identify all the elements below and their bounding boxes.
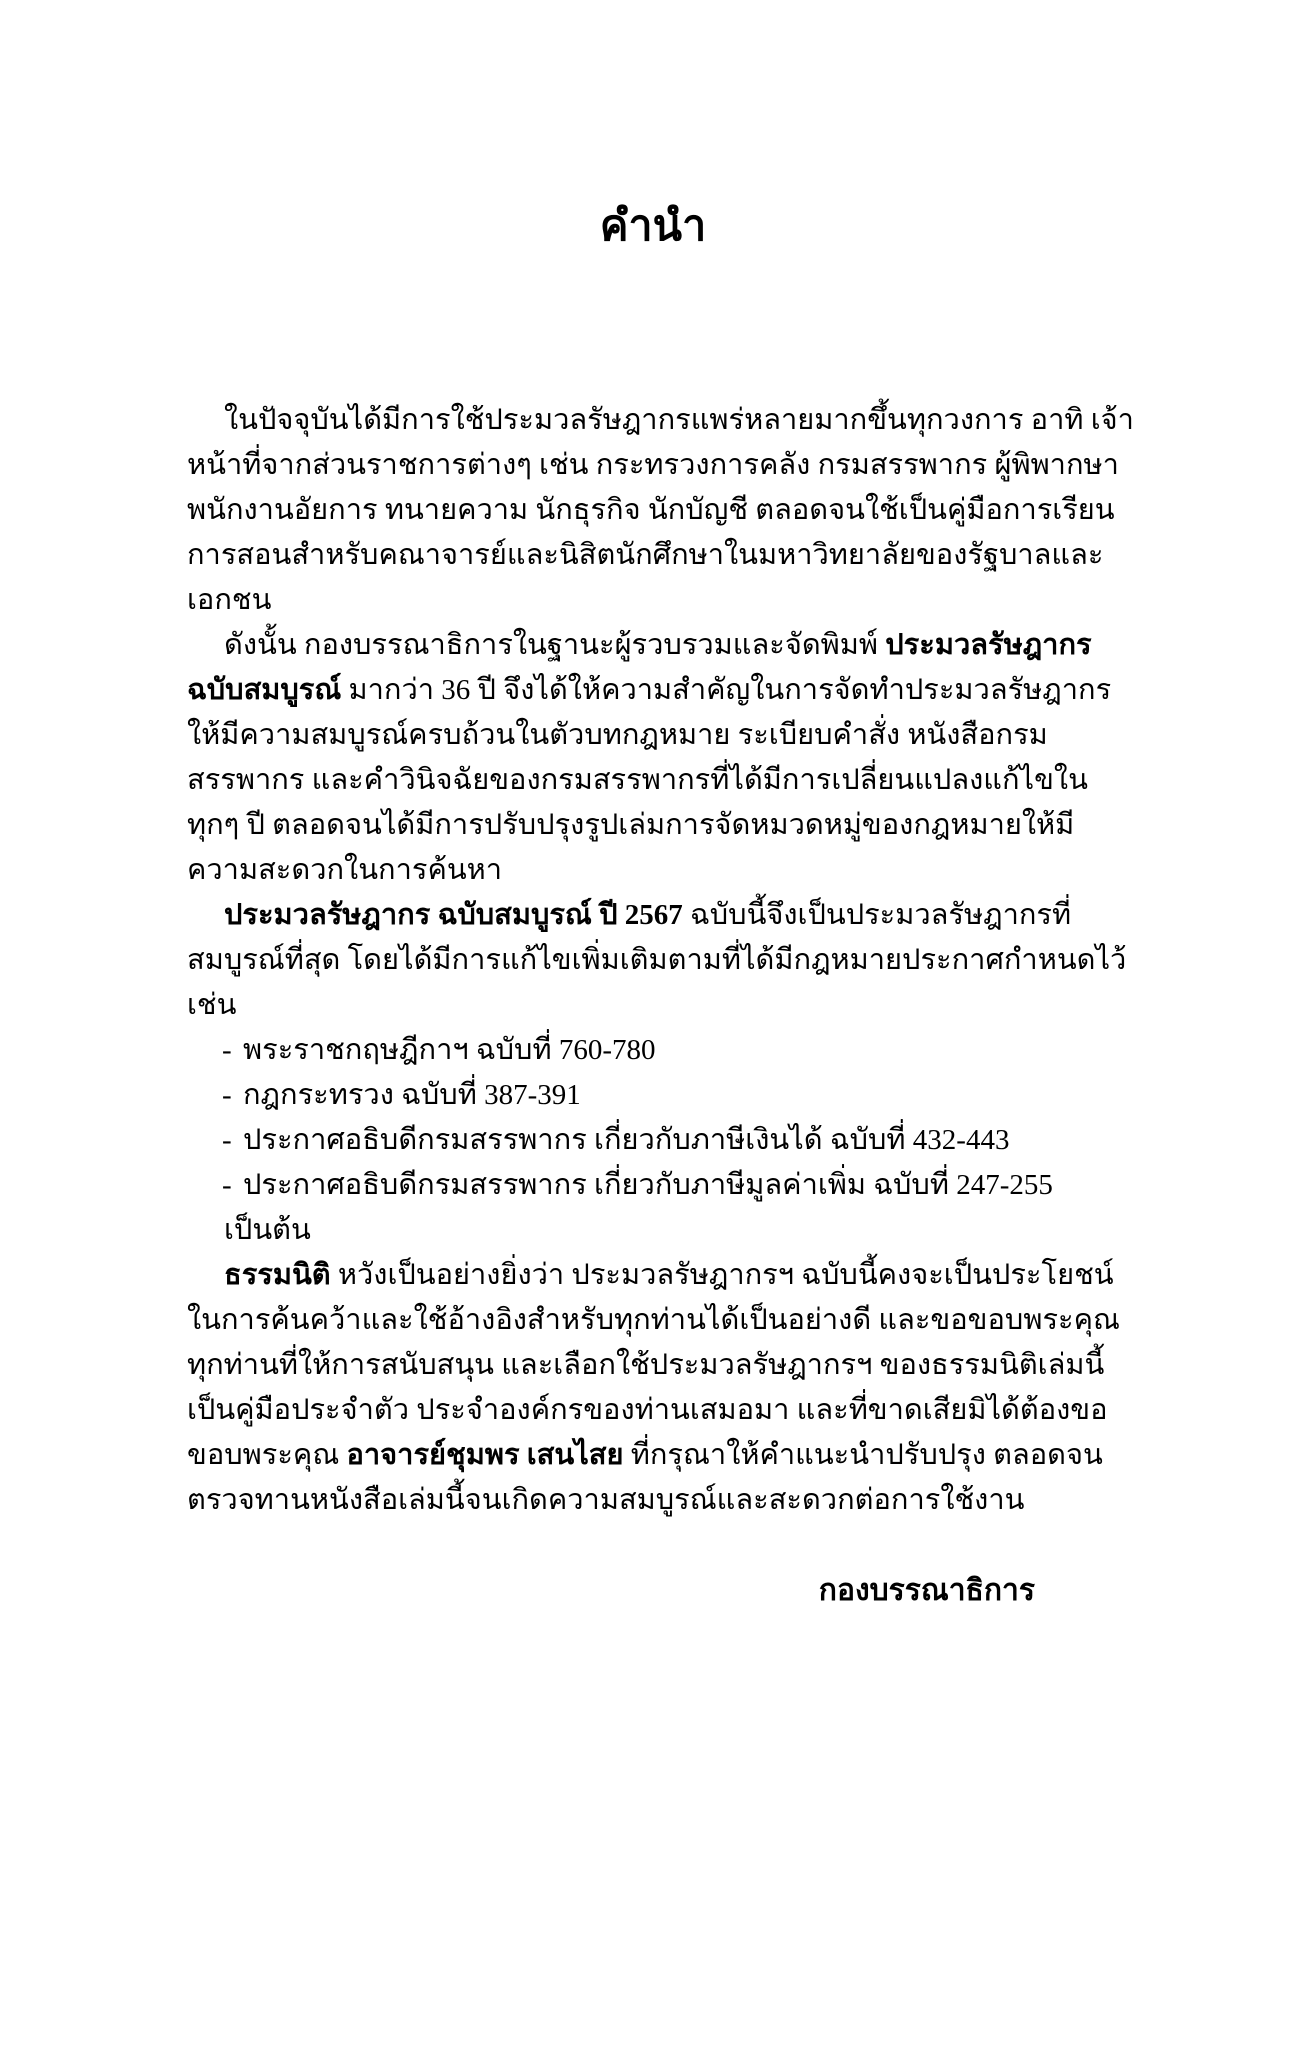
text-run: ฉบับนี้จึงเป็นประมวลรัษฎากรที่สมบูรณ์ที่สุด โดยได้มีการแก้ไขเพิ่มเติมตามที่ได้มีกฎหมายประกาศกำหนดไว้ เช่น	[187, 899, 1127, 1021]
bullet-dash: -	[222, 1079, 232, 1111]
paragraph-editorial	[187, 623, 1135, 893]
text-run: ที่กรุณาให้คำแนะนำปรับปรุง ตลอดจนตรวจทานหนังสือเล่มนี้จนเกิดความสมบูรณ์และสะดวกต่อการใช้งาน	[187, 1439, 1103, 1516]
paragraph-intro	[187, 398, 1135, 623]
signature-editorial-board: กองบรรณาธิการ	[818, 1574, 1035, 1607]
bullet-dash: -	[222, 1034, 232, 1066]
list-item-ministerial-regulation	[222, 1073, 1135, 1118]
list-item-text: ประกาศอธิบดีกรมสรรพากร เกี่ยวกับภาษีมูลค่าเพิ่ม ฉบับที่ 247-255	[243, 1169, 1053, 1201]
text-run: ในปัจจุบันได้มีการใช้ประมวลรัษฎากรแพร่หลายมากขึ้นทุกวงการ อาทิ เจ้าหน้าที่จากส่วนราชการต่างๆ เช่น กระทรวงการคลัง กรมสรรพากร ผู้พิพากษา พนักงานอัยการ ทนายความ นักธุรกิจ นักบัญชี ตลอดจนใช้เป็นคู่มือการเรียนการสอนสำหรับคณาจารย์และนิสิตนักศึกษาในมหาวิทยาลัยของรัฐบาลและเอกชน	[187, 404, 1134, 616]
text-run: ดังนั้น กองบรรณาธิการในฐานะผู้รวบรวมและจัดพิมพ์	[224, 629, 886, 661]
list-closing	[224, 1208, 1135, 1253]
list-item-text: พระราชกฤษฎีกาฯ ฉบับที่ 760-780	[243, 1034, 656, 1066]
bullet-dash: -	[222, 1124, 232, 1156]
list-item-text: ประกาศอธิบดีกรมสรรพากร เกี่ยวกับภาษีเงินได้ ฉบับที่ 432-443	[243, 1124, 1010, 1156]
text-run: หวังเป็นอย่างยิ่งว่า ประมวลรัษฎากรฯ ฉบับนี้คงจะเป็นประโยชน์ในการค้นคว้าและใช้อ้างอิงสำหรับทุกท่านได้เป็นอย่างดี และขอขอบพระคุณทุกท่านที่ให้การสนับสนุน และเลือกใช้ประมวลรัษฎากรฯ ของธรรมนิติเล่มนี้เป็นคู่มือประจำตัว ประจำองค์กรของท่านเสมอมา และที่ขาดเสียมิได้ต้องขอขอบพระคุณ	[187, 1259, 1120, 1471]
list-item-income-tax-notification	[222, 1118, 1135, 1163]
text-run-bold: ประมวลรัษฎากร ฉบับสมบูรณ์ ปี 2567	[224, 899, 683, 931]
bullet-dash: -	[222, 1169, 232, 1201]
document-page	[0, 196, 1293, 1613]
list-item-vat-notification	[222, 1163, 1135, 1208]
text-run: เป็นต้น	[224, 1214, 311, 1246]
text-run-bold: อาจารย์ชุมพร เสนไสย	[346, 1439, 624, 1471]
list-item-royal-decree	[222, 1028, 1135, 1073]
text-run-bold: ธรรมนิติ	[224, 1259, 331, 1291]
page-title: คำนำ	[599, 203, 707, 250]
document-body	[187, 398, 1135, 1613]
list-item-text: กฎกระทรวง ฉบับที่ 387-391	[243, 1079, 581, 1111]
paragraph-edition	[187, 893, 1135, 1028]
text-run: มากว่า 36 ปี จึงได้ให้ความสำคัญในการจัดทำประมวลรัษฎากรให้มีความสมบูรณ์ครบถ้วนในตัวบทกฎหมาย ระเบียบคำสั่ง หนังสือกรมสรรพากร และคำวินิจฉัยของกรมสรรพากรที่ได้มีการเปลี่ยนแปลงแก้ไขในทุกๆ ปี ตลอดจนได้มีการปรับปรุงรูปเล่มการจัดหมวดหมู่ของกฎหมายให้มีความสะดวกในการค้นหา	[187, 674, 1112, 886]
paragraph-thanks	[187, 1253, 1135, 1523]
text-run-bold: ประมวลรัษฎากร ฉบับสมบูรณ์	[187, 629, 1092, 706]
